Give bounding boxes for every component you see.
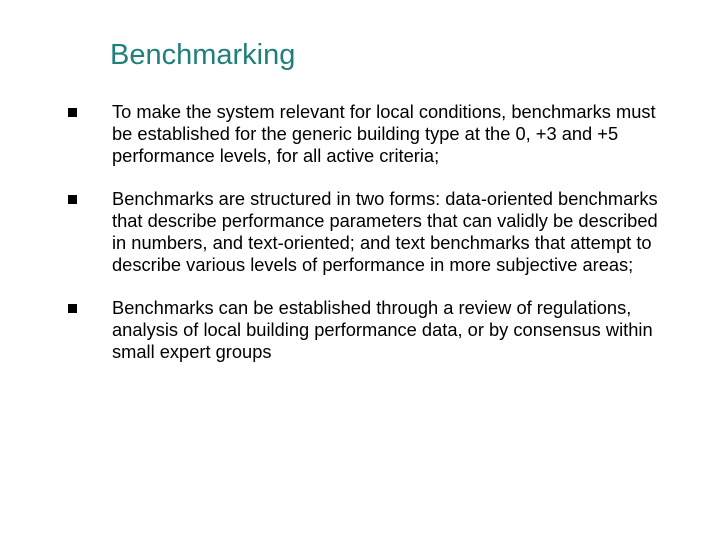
bullet-text: Benchmarks are structured in two forms: data-oriented benchmarks that describe performance parameters that can validly be described in numbers, and text-oriented; and text benchmarks that attempt to describe various levels of performance in more subjective areas; (112, 188, 658, 275)
list-item (68, 188, 668, 276)
bullet-text: Benchmarks can be established through a review of regulations, analysis of local building performance data, or by consensus within small expert groups (112, 297, 653, 362)
slide-title: Benchmarking (110, 39, 296, 71)
square-bullet-icon (68, 195, 77, 204)
square-bullet-icon (68, 304, 77, 313)
list-item (68, 297, 668, 363)
list-item (68, 101, 668, 167)
bullet-text: To make the system relevant for local conditions, benchmarks must be established for the generic building type at the 0, +3 and +5 performance levels, for all active criteria; (112, 101, 656, 166)
bullet-list (68, 101, 668, 384)
square-bullet-icon (68, 108, 77, 117)
